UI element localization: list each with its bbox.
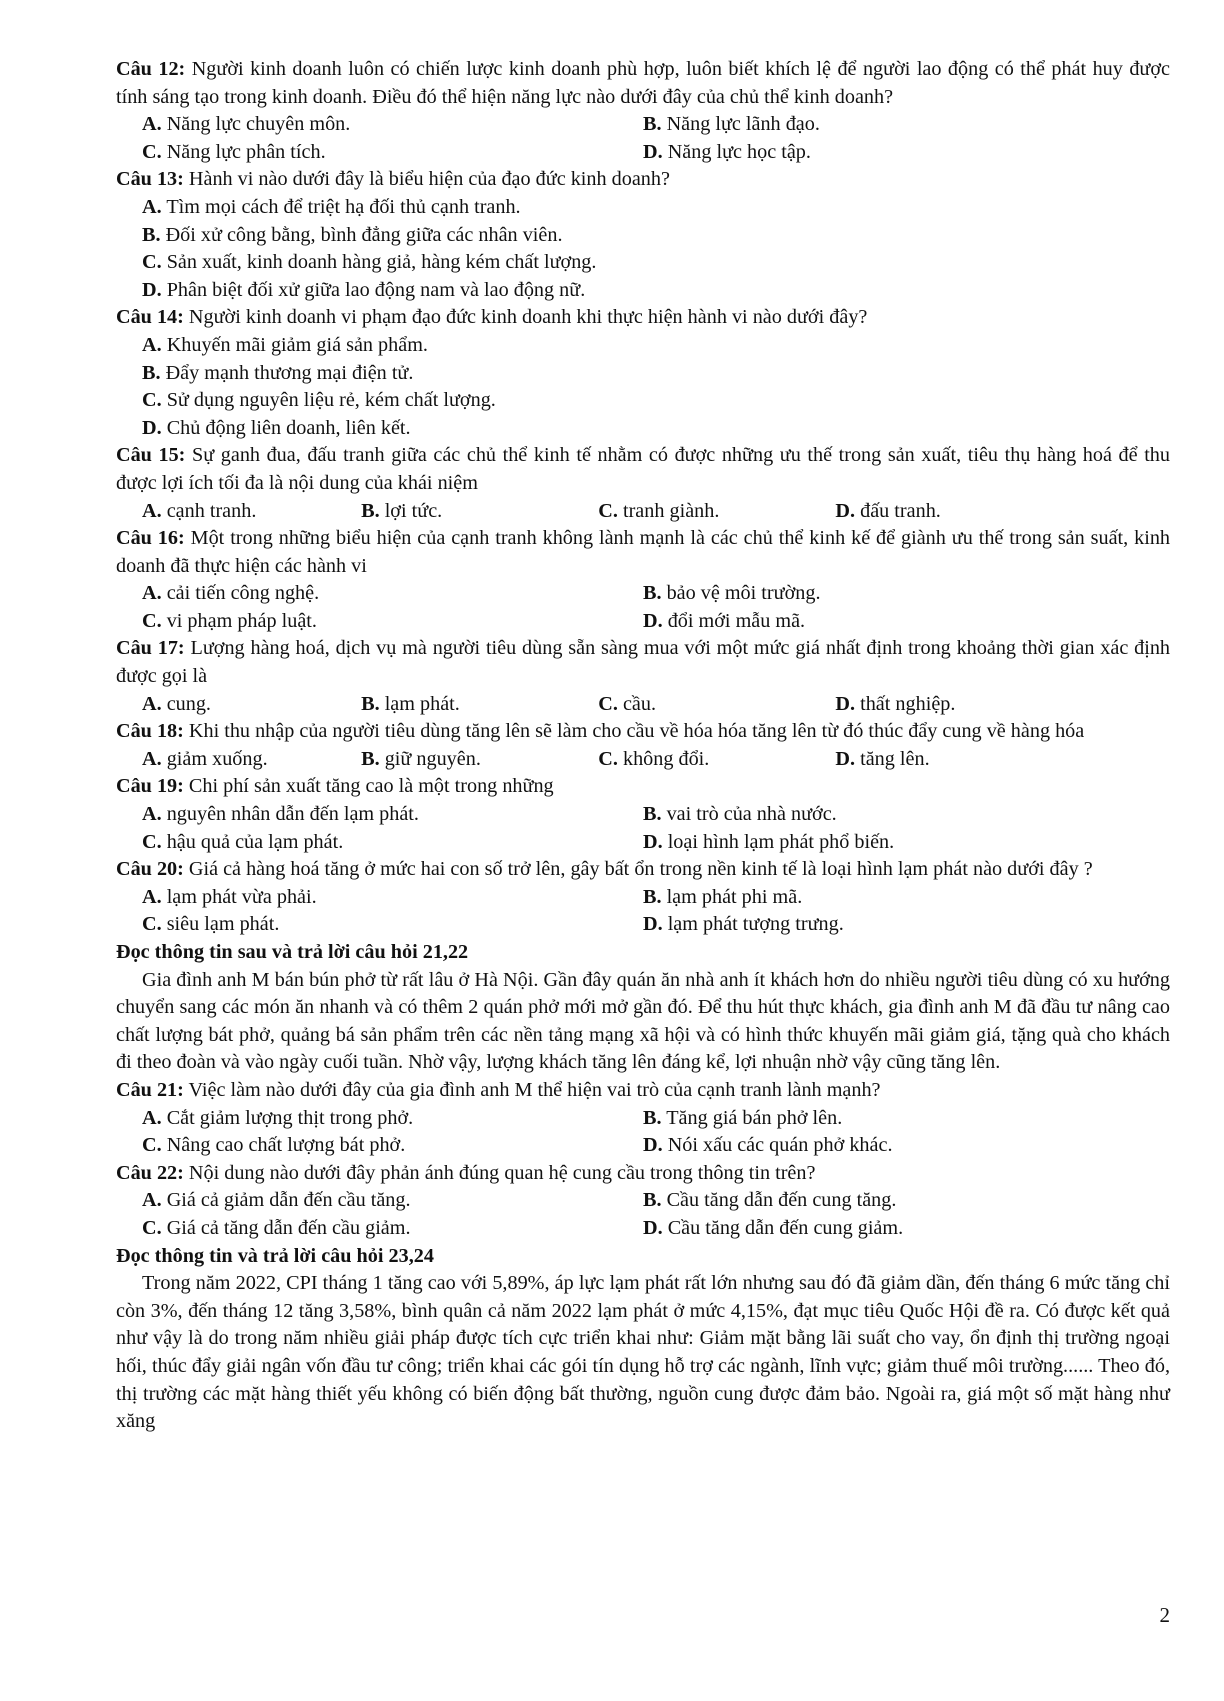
question-stem: [116, 442, 1170, 497]
question-label: Câu 18:: [116, 720, 184, 743]
question-text: Lượng hàng hoá, dịch vụ mà người tiêu dùng sẵn sàng mua với một mức giá nhất định trong khoảng thời gian xác định được gọi là: [116, 637, 1171, 688]
question: [116, 442, 1170, 525]
option-letter: D.: [643, 913, 663, 936]
option-text: tranh giành.: [617, 499, 720, 522]
question-stem: [116, 56, 1170, 111]
option-text: Năng lực lãnh đạo.: [661, 113, 820, 136]
option-text: vai trò của nhà nước.: [661, 803, 837, 826]
answer-option: [643, 911, 1170, 939]
option-text: Năng lực phân tích.: [161, 140, 326, 163]
question-group-1: [116, 56, 1170, 939]
option-letter: A.: [142, 113, 162, 136]
question-stem: [116, 1077, 1170, 1105]
section-heading-23-24: Đọc thông tin và trả lời câu hỏi 23,24: [116, 1244, 434, 1267]
option-letter: B.: [361, 747, 380, 770]
question-stem: [116, 525, 1170, 580]
options: [116, 1105, 1170, 1160]
answer-option: [590, 498, 827, 526]
option-letter: C.: [142, 830, 162, 853]
option-letter: C.: [142, 1134, 162, 1157]
option-letter: B.: [643, 803, 662, 826]
option-letter: B.: [142, 361, 161, 384]
question-label: Câu 14:: [116, 306, 184, 329]
question-stem: [116, 718, 1170, 746]
option-text: Giá cả giảm dẫn đến cầu tăng.: [161, 1189, 411, 1212]
question: [116, 56, 1170, 166]
option-text: Phân biệt đối xử giữa lao động nam và lao động nữ.: [161, 278, 586, 301]
option-text: Cắt giảm lượng thịt trong phở.: [161, 1106, 414, 1129]
option-text: Nói xấu các quán phở khác.: [662, 1134, 893, 1157]
option-text: Năng lực chuyên môn.: [161, 113, 351, 136]
option-letter: B.: [643, 113, 662, 136]
answer-option: [643, 1132, 1170, 1160]
options: [116, 884, 1170, 939]
option-letter: C.: [142, 389, 162, 412]
option-letter: C.: [598, 692, 618, 715]
options: [116, 801, 1170, 856]
option-text: Cầu tăng dẫn đến cung giảm.: [662, 1216, 904, 1239]
option-letter: A.: [142, 195, 162, 218]
question: [116, 856, 1170, 939]
answer-option: [116, 332, 1170, 360]
question: [116, 773, 1170, 856]
option-text: Cầu tăng dẫn đến cung tăng.: [661, 1189, 897, 1212]
answer-option: [116, 111, 643, 139]
options: [116, 1187, 1170, 1242]
option-text: cầu.: [617, 692, 657, 715]
question-label: Câu 17:: [116, 637, 185, 660]
option-letter: B.: [142, 223, 161, 246]
answer-option: [353, 746, 590, 774]
option-letter: D.: [142, 416, 162, 439]
answer-option: [643, 111, 1170, 139]
passage-23-24: Trong năm 2022, CPI tháng 1 tăng cao với 5,89%, áp lực lạm phát rất lớn nhưng sau đó đã giảm dần, đến tháng 6 mức tăng chỉ còn 3%, đến tháng 12 tăng 3,58%, bình quân cả năm 2022 lạm phát ở mức 4,15%, đạt mục tiêu Quốc Hội đề ra. Có được kết quả như vậy là do trong năm nhiều giải pháp được tích cực triển khai như: Giảm mặt bằng lãi suất cho vay, ổn định thị trường ngoại hối, thúc đẩy giải ngân vốn đầu tư công; triển khai các gói tín dụng hỗ trợ các ngành, lĩnh vực; giảm thuế môi trường...... Theo đó, thị trường các mặt hàng thiết yếu không có biến động bất thường, nguồn cung được đảm bảo. Ngoài ra, giá một số mặt hàng như xăng: [116, 1272, 1170, 1433]
question-stem: [116, 856, 1170, 884]
question-label: Câu 22:: [116, 1161, 184, 1184]
options: [116, 111, 1170, 166]
option-text: giảm xuống.: [161, 747, 268, 770]
answer-option: [353, 498, 590, 526]
answer-option: [116, 580, 643, 608]
answer-option: [116, 691, 353, 719]
question-text: Một trong những biểu hiện của cạnh tranh không lành mạnh là các chủ thể kinh kế để giành ưu thế trong sản suất, kinh doanh đã thực hiện các hành vi: [116, 527, 1171, 577]
section-heading-21-22: Đọc thông tin sau và trả lời câu hỏi 21,22: [116, 941, 469, 963]
option-text: lợi tức.: [379, 499, 443, 522]
option-text: cải tiến công nghệ.: [161, 582, 320, 605]
option-letter: D.: [835, 692, 856, 715]
option-letter: C.: [142, 913, 162, 936]
option-letter: B.: [643, 582, 662, 605]
question-label: Câu 13:: [116, 168, 184, 191]
option-text: vi phạm pháp luật.: [161, 609, 317, 632]
question-label: Câu 19:: [116, 775, 184, 798]
answer-option: [643, 829, 1170, 857]
answer-option: [116, 498, 353, 526]
options: [116, 332, 1170, 442]
question-text: Khi thu nhập của người tiêu dùng tăng lên sẽ làm cho cầu về hóa hóa tăng lên từ đó thúc đẩy cung về hàng hóa: [188, 720, 1085, 743]
option-text: Tăng giá bán phở lên.: [661, 1106, 843, 1129]
option-text: Khuyến mãi giảm giá sản phẩm.: [161, 333, 428, 356]
question-stem: [116, 166, 1170, 194]
options: [116, 580, 1170, 635]
question-stem: [116, 304, 1170, 332]
option-text: không đổi.: [617, 747, 710, 770]
answer-option: [116, 829, 643, 857]
option-letter: C.: [142, 251, 162, 274]
answer-option: [643, 1105, 1170, 1133]
option-letter: A.: [142, 1189, 162, 1212]
option-text: lạm phát tượng trưng.: [662, 913, 844, 936]
answer-option: [116, 277, 1170, 305]
question-label: Câu 21:: [116, 1078, 184, 1101]
option-text: lạm phát phi mã.: [661, 885, 803, 908]
answer-option: [643, 608, 1170, 636]
exam-page: [116, 56, 1170, 1436]
option-text: hậu quả của lạm phát.: [161, 830, 344, 853]
question-label: Câu 15:: [116, 444, 186, 467]
option-text: lạm phát.: [379, 692, 460, 715]
question-text: Chi phí sản xuất tăng cao là một trong những: [188, 775, 554, 798]
answer-option: [643, 1215, 1170, 1243]
option-letter: B.: [643, 885, 662, 908]
option-text: Sản xuất, kinh doanh hàng giả, hàng kém chất lượng.: [161, 251, 597, 274]
question: [116, 1160, 1170, 1243]
question: [116, 166, 1170, 304]
question-label: Câu 20:: [116, 858, 184, 881]
question: [116, 718, 1170, 773]
option-letter: D.: [643, 830, 663, 853]
option-letter: B.: [643, 1189, 662, 1212]
option-text: Giá cả tăng dẫn đến cầu giảm.: [161, 1216, 411, 1239]
option-text: Sử dụng nguyên liệu rẻ, kém chất lượng.: [161, 389, 496, 412]
answer-option: [116, 608, 643, 636]
option-letter: A.: [142, 499, 162, 522]
passage-21-22: Gia đình anh M bán bún phở từ rất lâu ở Hà Nội. Gần đây quán ăn nhà anh ít khách hơn do nhiều người tiêu dùng có xu hướng chuyển sang các món ăn nhanh và có thêm 2 quán phở mới mở gần đó. Để thu hút thực khách, gia đình anh M đã đầu tư nâng cao chất lượng bát phở, quảng bá sản phẩm trên các nền tảng mạng xã hội và có hình thức khuyến mãi giảm giá, tặng quà cho khách đi theo đoàn và vào ngày cuối tuần. Nhờ vậy, lượng khách tăng lên đáng kể, lợi nhuận nhờ vậy cũng tăng lên.: [116, 968, 1170, 1074]
option-text: Năng lực học tập.: [662, 140, 811, 163]
answer-option: [116, 1187, 643, 1215]
answer-option: [643, 884, 1170, 912]
option-letter: D.: [643, 1134, 663, 1157]
option-text: bảo vệ môi trường.: [661, 582, 821, 605]
option-letter: A.: [142, 692, 162, 715]
option-letter: B.: [361, 692, 380, 715]
answer-option: [643, 139, 1170, 167]
answer-option: [643, 580, 1170, 608]
question-stem: [116, 635, 1170, 690]
question-text: Việc làm nào dưới đây của gia đình anh M thể hiện vai trò của cạnh tranh lành mạnh?: [188, 1078, 881, 1101]
option-text: đấu tranh.: [855, 499, 941, 522]
option-text: cung.: [161, 692, 211, 715]
answer-option: [116, 1132, 643, 1160]
option-letter: A.: [142, 885, 162, 908]
option-letter: D.: [835, 747, 856, 770]
answer-option: [116, 360, 1170, 388]
question: [116, 304, 1170, 442]
option-letter: A.: [142, 333, 162, 356]
answer-option: [116, 415, 1170, 443]
option-letter: C.: [598, 499, 618, 522]
question-group-2: [116, 1077, 1170, 1243]
option-letter: D.: [643, 140, 663, 163]
option-text: cạnh tranh.: [161, 499, 257, 522]
answer-option: [116, 911, 643, 939]
option-letter: D.: [835, 499, 856, 522]
option-letter: C.: [142, 140, 162, 163]
option-text: loại hình lạm phát phổ biến.: [662, 830, 895, 853]
option-text: lạm phát vừa phải.: [161, 885, 317, 908]
answer-option: [590, 691, 827, 719]
answer-option: [116, 746, 353, 774]
answer-option: [827, 746, 1064, 774]
option-text: Tìm mọi cách để triệt hạ đối thủ cạnh tranh.: [161, 195, 521, 218]
answer-option: [116, 387, 1170, 415]
answer-option: [353, 691, 590, 719]
answer-option: [116, 139, 643, 167]
option-text: Đối xử công bằng, bình đẳng giữa các nhân viên.: [160, 223, 563, 246]
question-text: Giá cả hàng hoá tăng ở mức hai con số trở lên, gây bất ổn trong nền kinh tế là loại hình lạm phát nào dưới đây ?: [188, 858, 1093, 881]
answer-option: [116, 1105, 643, 1133]
answer-option: [116, 884, 643, 912]
answer-option: [116, 194, 1170, 222]
option-letter: C.: [142, 609, 162, 632]
option-letter: A.: [142, 803, 162, 826]
question-text: Người kinh doanh luôn có chiến lược kinh doanh phù hợp, luôn biết khích lệ để người lao động có thể phát huy được tính sáng tạo trong kinh doanh. Điều đó thể hiện năng lực nào dưới đây của chủ thể kinh doanh?: [116, 58, 1170, 108]
question-text: Sự ganh đua, đấu tranh giữa các chủ thể kinh tế nhằm có được những ưu thế trong sản xuất, tiêu thụ hàng hoá để thu được lợi ích tối đa là nội dung của khái niệm: [116, 444, 1170, 494]
question-label: Câu 12:: [116, 58, 186, 80]
answer-option: [116, 1215, 643, 1243]
option-letter: B.: [361, 499, 380, 522]
question: [116, 635, 1170, 718]
answer-option: [643, 1187, 1170, 1215]
question-text: Người kinh doanh vi phạm đạo đức kinh doanh khi thực hiện hành vi nào dưới đây?: [188, 306, 868, 329]
option-letter: D.: [643, 1216, 663, 1239]
options: [116, 691, 1170, 719]
answer-option: [116, 249, 1170, 277]
option-text: tăng lên.: [855, 747, 930, 770]
option-letter: D.: [643, 609, 663, 632]
options: [116, 746, 1170, 774]
option-text: Nâng cao chất lượng bát phở.: [161, 1134, 406, 1157]
answer-option: [116, 801, 643, 829]
option-letter: A.: [142, 582, 162, 605]
option-text: siêu lạm phát.: [161, 913, 280, 936]
option-letter: D.: [142, 278, 162, 301]
question-label: Câu 16:: [116, 527, 185, 550]
question-text: Hành vi nào dưới đây là biểu hiện của đạo đức kinh doanh?: [188, 168, 670, 191]
option-text: thất nghiệp.: [855, 692, 956, 715]
option-letter: B.: [643, 1106, 662, 1129]
option-text: đổi mới mẫu mã.: [662, 609, 806, 632]
question-stem: [116, 1160, 1170, 1188]
question-stem: [116, 773, 1170, 801]
answer-option: [827, 498, 1064, 526]
answer-option: [827, 691, 1064, 719]
option-letter: A.: [142, 1106, 162, 1129]
option-text: Đẩy mạnh thương mại điện tử.: [160, 361, 414, 384]
question: [116, 525, 1170, 635]
option-letter: A.: [142, 747, 162, 770]
answer-option: [643, 801, 1170, 829]
option-text: giữ nguyên.: [379, 747, 481, 770]
options: [116, 194, 1170, 304]
question-text: Nội dung nào dưới đây phản ánh đúng quan hệ cung cầu trong thông tin trên?: [188, 1161, 816, 1184]
answer-option: [590, 746, 827, 774]
question: [116, 1077, 1170, 1160]
options: [116, 498, 1170, 526]
option-letter: C.: [142, 1216, 162, 1239]
option-text: nguyên nhân dẫn đến lạm phát.: [161, 803, 419, 826]
option-letter: C.: [598, 747, 618, 770]
page-number: 2: [1159, 1603, 1170, 1627]
answer-option: [116, 222, 1170, 250]
option-text: Chủ động liên doanh, liên kết.: [161, 416, 411, 439]
